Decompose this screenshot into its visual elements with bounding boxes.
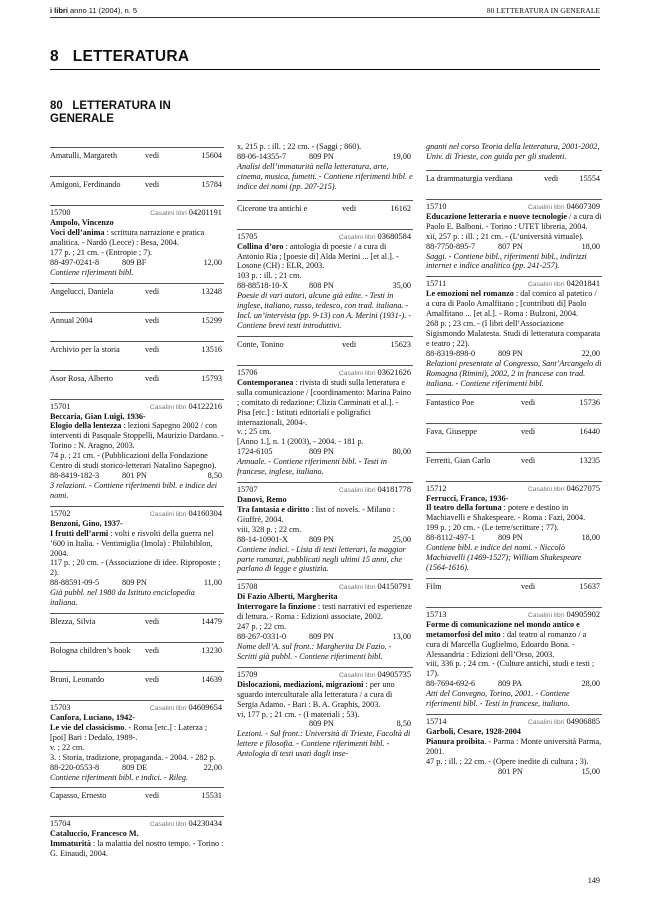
header-section: 80 LETTERATURA IN GENERALE xyxy=(486,6,600,15)
entry-title: Dislocazioni, mediazioni, migrazioni xyxy=(237,679,364,689)
book-entry: 15709 Casalini libri 04905735 Dislocazioni, mediazioni, migrazioni : per uno sguardo interculturale alla letteratura / a cura di Sergia Adamo. - Bari : B. A. Graphis, 2003. vi, 177 p. ; 21 cm. - (I materiali ; 53). 809 PN 8,50 Lezioni. - Sul front.: Università di Trieste, Facoltà di lettere e filosofia. - Contiene riferimenti bibl. - Antologia di testi usati dagli inse- xyxy=(237,667,413,759)
book-entry: 15703 Casalini libri 04609654 Canfora, Luciano, 1942- Le vie del classicismo. - Roma [etc.] : Laterza ; [poi] Bari : Dedalo, 1989-. v. ; 22 cm. 3. : Storia, tradizione, propaganda. - 2004. - 282 p. 88-220-0553-8 809 DE 22,00 Contiene riferimenti bibl. e indici. - Rileg. xyxy=(50,700,224,782)
book-entry: 15712 Casalini libri 04627075 Ferrucci, Franco, 1936- Il teatro della fortuna : potere e destino in Machiavelli e Shakespeare. - Roma : Fazi, 2004. 199 p. ; 20 cm. - (Le terre/scritture ; 77). 88-8112-497-1 809 PN 18,00 Contiene bibl. e indice dei nomi. - Niccolò Machiavelli (1469-1527); William Shakespeare (1564-1616). xyxy=(426,481,602,573)
book-entry: 15706 Casalini libri 03621626 Contemporanea : rivista di studi sulla letteratura e sulla comunicazione / [coordinamento: Marina Paino ; comitato di redazione: Clizia Carminati et al.]. - Pisa [etc.] : Istituti editoriali e poligrafici internazionali, 2004-. v. ; 25 cm. [Anno 1.], n. 1 (2003), - 2004. - 181 p. 1724-6105 809 PN 80,00 Annuale. - Contiene riferimenti bibl. - Testi in francese, inglese, italiano. xyxy=(237,365,413,477)
column-2 xyxy=(237,142,413,759)
book-entry: 15710 Casalini libri 04607309 Educazione letteraria e nuove tecnologie / a cura di Paolo E. Balboni. - Torino : UTET libreria, 2004. xii, 257 p. : ill. ; 21 cm. - (L’università virtuale). 88-7750-895-7 807 PN 18,00 Saggi. - Contiene bibl., riferimenti bibl., indirizzi internet e indice analitico (pp. 241-257). xyxy=(426,199,602,272)
entry-author: Benzoni, Gino, 1937- xyxy=(50,518,123,528)
cross-reference: Bologna children’s book vedi 13230 xyxy=(50,642,224,666)
entry-title: Educazione letteraria e nuove tecnologie xyxy=(426,211,567,221)
cross-reference: Amigoni, Ferdinando vedi 15784 xyxy=(50,176,224,200)
column-1 xyxy=(50,142,224,859)
cross-reference: Ferretti, Gian Carlo vedi 13235 xyxy=(426,452,602,476)
entry-author: Danovi, Remo xyxy=(237,495,287,505)
cross-reference: Blezza, Silvia vedi 14479 xyxy=(50,613,224,637)
section-title: 8 LETTERATURA xyxy=(50,48,190,65)
section-rule xyxy=(50,69,600,70)
cross-reference: Fantastico Poe vedi 15736 xyxy=(426,394,602,418)
entry-title: Pianura proibita xyxy=(426,737,485,746)
entry-continuation: gnanti nel corso Teoria della letteratura, 2001-2002, Univ. di Trieste, con guida per gli studenti. xyxy=(426,142,600,161)
cross-reference: Amatulli, Margareth vedi 15604 xyxy=(50,147,224,171)
entry-title: Interrogare la finzione xyxy=(237,602,316,612)
cross-reference: Asor Rosa, Alberto vedi 15793 xyxy=(50,370,224,394)
entry-title: Tra fantasia e diritto xyxy=(237,504,310,514)
entry-title: Forme di comunicazione nel mondo antico e metamorfosi del mito xyxy=(426,619,580,639)
entry-title: Collina d’oro xyxy=(237,241,284,251)
book-entry: 15711 Casalini libri 04201841 Le emozioni nel romanzo : dal comico al patetico / a cura di Paolo Amalfitano ; [contributi di] Paolo Amalfitano ... [et al.]. - Roma : Bulzoni, 2004. 268 p. ; 23 cm. - (I libri dell’Associazione Sigismondo Malatesta. Studi di letteratura comparata e teatro ; 22). 88-8319-898-0 809 PN 22,00 Relazioni presentate al Congresso, Sant’Arcangelo di Romagna (Rimini), 2002, 2 in francese con trad. italiana. - Contiene riferimenti bibl. xyxy=(426,276,602,388)
column-3 xyxy=(426,142,602,777)
entry-author: Di Fazio Alberti, Margherita xyxy=(237,592,338,602)
entry-title: Contemporanea xyxy=(237,377,294,387)
cross-reference: Fava, Giuseppe vedi 16440 xyxy=(426,423,602,447)
issue-info: anno 11 (2004), n. 5 xyxy=(67,6,138,15)
cross-reference: Angelucci, Daniela vedi 13248 xyxy=(50,283,224,307)
entry-author: Cataluccio, Francesco M. xyxy=(50,829,139,839)
book-entry: 15713 Casalini libri 04905902 Forme di comunicazione nel mondo antico e metamorfosi del mito : dal teatro al romanzo / a cura di Marcella Guglielmo, Edoardo Bona. - Alessandria : Edizioni dell’Orso, 2003. viii, 336 p. ; 24 cm. - (Culture antichi, studi e testi ; 17). 88-7694-692-6 809 PA 28,00 Atti del Convegno, Torino, 2001. - Contiene riferimenti bibl. - Testi in francese, italiano. xyxy=(426,607,602,709)
book-entry: 15702 Casalini libri 04160304 Benzoni, Gino, 1937- I frutti dell’armi : volti e risvolti della guerra nel ’600 in Italia. - Ventimiglia (Imola) : Philobiblon, 2004. 117 p. ; 20 cm. - (Associazione di idee. Riproposte ; 2). 88-88591-09-5 809 PN 11,00 Già pubbl. nel 1980 da Istituto enciclopedia italiana. xyxy=(50,506,224,608)
entry-author: Beccaria, Gian Luigi, 1936- xyxy=(50,411,146,421)
entry-title: Immaturità xyxy=(50,839,91,849)
cross-reference: Capasso, Ernesto vedi 15531 xyxy=(50,787,224,811)
entry-title: Le vie del classicismo xyxy=(50,722,125,732)
book-entry: 15700 Casalini libri 04201191 Ampolo, Vincenzo Voci dell’anima : scrittura narrazione e pratica analitica. - Nardò (Lecce) : Besa, 2004. 177 p. ; 21 cm. - (Entropie ; 7). 88-497-0241-8 809 BF 12,00 Contiene riferimenti bibl. xyxy=(50,205,224,278)
entry-title: Elogio della lentezza xyxy=(50,421,122,431)
entry-title: Il teatro della fortuna xyxy=(426,503,502,513)
entry-title: Voci dell’anima xyxy=(50,227,105,237)
entry-title: I frutti dell’armi xyxy=(50,528,109,538)
journal-issue xyxy=(50,6,137,15)
page-number: 149 xyxy=(587,876,600,885)
book-entry: 15714 Casalini libri 04906885 Garboli, Cesare, 1928-2004 Pianura proibita. - Parma : Monte università Parma, 2001. 47 p. : ill. ; 22 cm. - (Opere inedite di cultura ; 3). 801 PN 15,00 xyxy=(426,714,602,777)
book-entry: 15707 Casalini libri 04181778 Danovi, Remo Tra fantasia e diritto : list of novels. - Milano : Giuffrè, 2004. viii, 328 p. ; 22 cm. 88-14-10901-X 809 PN 25,00 Contiene indici. - Lista di testi letterari, la maggior parte romanzi, pubblicati negli ultimi 15 anni, che parlano di legge e giustizia. xyxy=(237,482,413,574)
header-rule xyxy=(50,17,600,18)
cross-reference: Bruni, Leonardo vedi 14639 xyxy=(50,671,224,695)
entry-author: Ampolo, Vincenzo xyxy=(50,218,114,227)
book-entry: 15701 Casalini libri 04122216 Beccaria, Gian Luigi, 1936- Elogio della lentezza : lezioni Sapegno 2002 / con interventi di Pasquale Stoppelli, Maurizio Dardano. - Torino : N. Aragno, 2003. 74 p. ; 21 cm. - (Pubblicazioni della Fondazione Centro di studi storico-letterari Natalino Sapegno). 88-8419-182-3 801 PN 8,50 3 relazioni. - Contiene riferimenti bibl. e indice dei nomi. xyxy=(50,399,224,501)
cross-reference: La drammaturgia verdiana vedi 15554 xyxy=(426,170,602,194)
book-entry: 15705 Casalini libri 03680584 Collina d’oro : antologia di poesie / a cura di Antonio Ria ; [poesie di] Alda Merini ... [et al.]. - Losone (CH) : ELR, 2003. 103 p. : ill. ; 21 cm. 88-88518-10-X 808 PN 35,00 Poesie di vari autori, alcune già edite. - Testi in inglese, italiano, russo, tedesco, con trad. italiana. - Incl. un’intervista (pp. 9-13) con A. Merini (1931-). - Contiene brevi testi introduttivi. xyxy=(237,229,413,331)
journal-name: i libri xyxy=(50,6,68,15)
cross-reference: Cicerone tra antichi e vedi 16162 xyxy=(237,200,413,224)
book-entry: 15704 Casalini libri 04230434 Cataluccio, Francesco M. Immaturità : la malattia del nostro tempo. - Torino : G. Einaudi, 2004. xyxy=(50,816,224,859)
entry-author: Canfora, Luciano, 1942- xyxy=(50,713,136,723)
subsection-title: 80 LETTERATURA IN GENERALE xyxy=(50,100,174,125)
entry-title: Le emozioni nel romanzo xyxy=(426,289,514,299)
cross-reference: Annual 2004 vedi 15299 xyxy=(50,312,224,336)
entry-author: Garboli, Cesare, 1928-2004 xyxy=(426,727,521,737)
cross-reference: Film vedi 15637 xyxy=(426,578,602,602)
entry-author: Ferrucci, Franco, 1936- xyxy=(426,493,509,503)
book-entry: 15708 Casalini libri 04150791 Di Fazio Alberti, Margherita Interrogare la finzione : testi narrativi ed esperienze di lettura. - Roma : Edizioni associate, 2002. 247 p. ; 22 cm. 88-267-0331-0 809 PN 13,00 Nome dell’A. sul front.: Margherita Di Fazio. - Scritti già pubbl. - Contiene riferimenti bibl. xyxy=(237,579,413,661)
entry-continuation: x, 215 p. : ill. ; 22 cm. - (Saggi ; 860). 88-06-14355-7 809 PN 19,00 Analisi dell’immaturità nella letteratura, arte, cinema, musica, fumetti. - Contiene riferimenti bibl. e indice dei nomi (pp. 207-215). xyxy=(237,142,413,191)
cross-reference: Archivio per la storia vedi 13516 xyxy=(50,341,224,365)
cross-reference: Conte, Tonino vedi 15623 xyxy=(237,336,413,360)
